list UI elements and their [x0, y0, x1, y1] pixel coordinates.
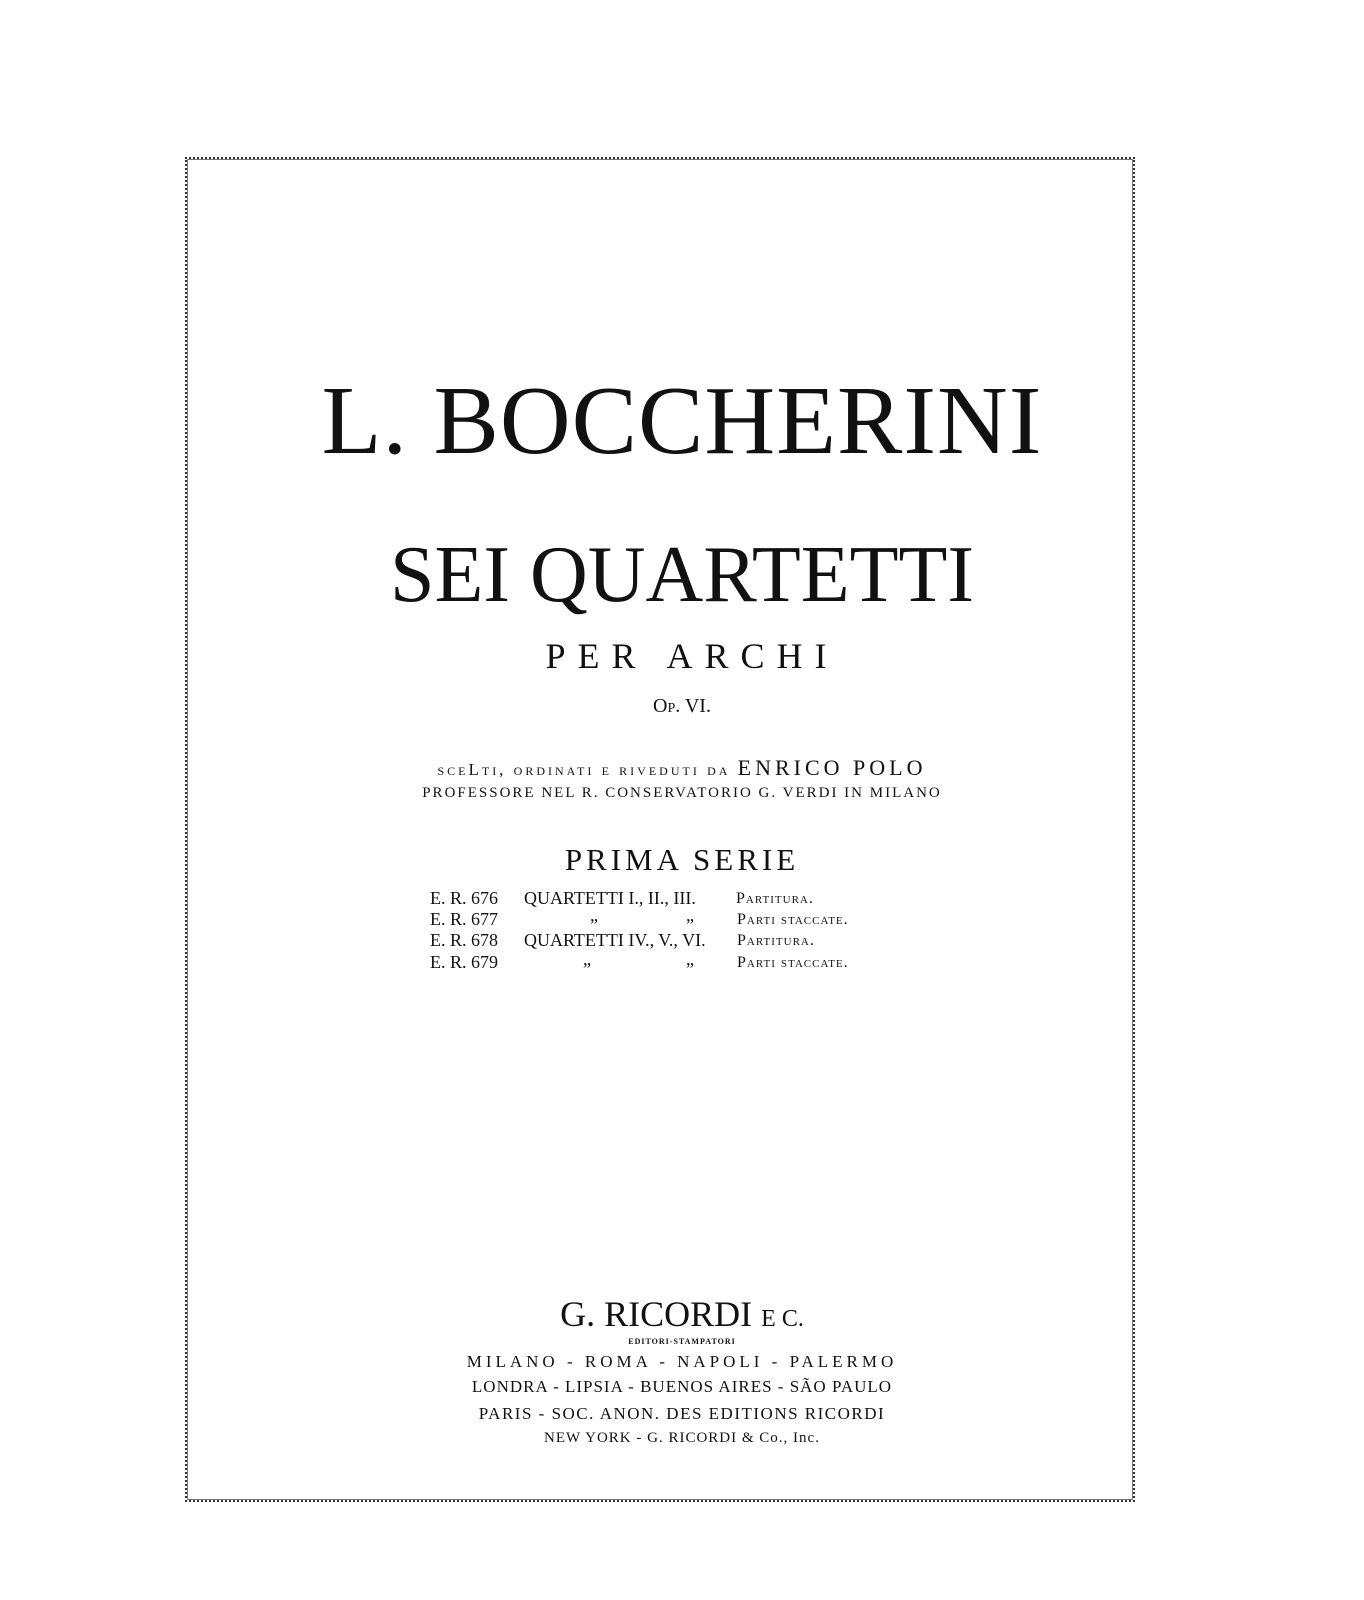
- ditto-mark: „: [686, 949, 694, 969]
- composer-name: L. BOCCHERINI: [321, 367, 1043, 475]
- publisher-main: G. RICORDI: [560, 1294, 753, 1334]
- editor-name: ENRICO POLO: [737, 755, 927, 780]
- publisher-tagline: EDITORI-STAMPATORI: [628, 1337, 736, 1346]
- editor-credit-prefix: sceLti, ordinati e riveduti da: [437, 760, 731, 779]
- editor-credit: [0, 756, 1364, 779]
- ditto-mark: „: [686, 905, 694, 925]
- catalog-format: Parti staccate.: [737, 954, 849, 971]
- ditto-mark: „: [583, 949, 591, 969]
- catalog-format: Parti staccate.: [737, 911, 849, 928]
- series-heading: PRIMA SERIE: [564, 842, 800, 877]
- catalog-works: QUARTETTI I., II., III.: [524, 888, 696, 908]
- publisher-name: [0, 1296, 1364, 1332]
- publisher-cities: NEW YORK - G. RICORDI & Co., Inc.: [544, 1430, 820, 1446]
- publisher-cities: LONDRA - LIPSIA - BUENOS AIRES - SÃO PAULO: [471, 1377, 893, 1396]
- catalog-code: E. R. 677: [430, 909, 499, 929]
- catalog-code: E. R. 676: [430, 888, 499, 908]
- work-subtitle: PER ARCHI: [545, 636, 839, 676]
- catalog-code: E. R. 679: [430, 952, 499, 972]
- catalog-works: QUARTETTI IV., V., VI.: [524, 930, 706, 950]
- publisher-suffix: E C.: [761, 1306, 804, 1332]
- catalog-format: Partitura.: [737, 932, 815, 949]
- work-title: SEI QUARTETTI: [390, 531, 974, 619]
- opus-number: Op. VI.: [653, 695, 711, 717]
- catalog-format: Partitura.: [736, 890, 814, 907]
- publisher-cities: MILANO - ROMA - NAPOLI - PALERMO: [466, 1352, 898, 1371]
- publisher-cities: PARIS - SOC. ANON. DES EDITIONS RICORDI: [478, 1404, 886, 1423]
- ditto-mark: „: [590, 905, 598, 925]
- editor-title: PROFESSORE NEL R. CONSERVATORIO G. VERDI IN MILANO: [422, 785, 942, 801]
- catalog-code: E. R. 678: [430, 930, 499, 950]
